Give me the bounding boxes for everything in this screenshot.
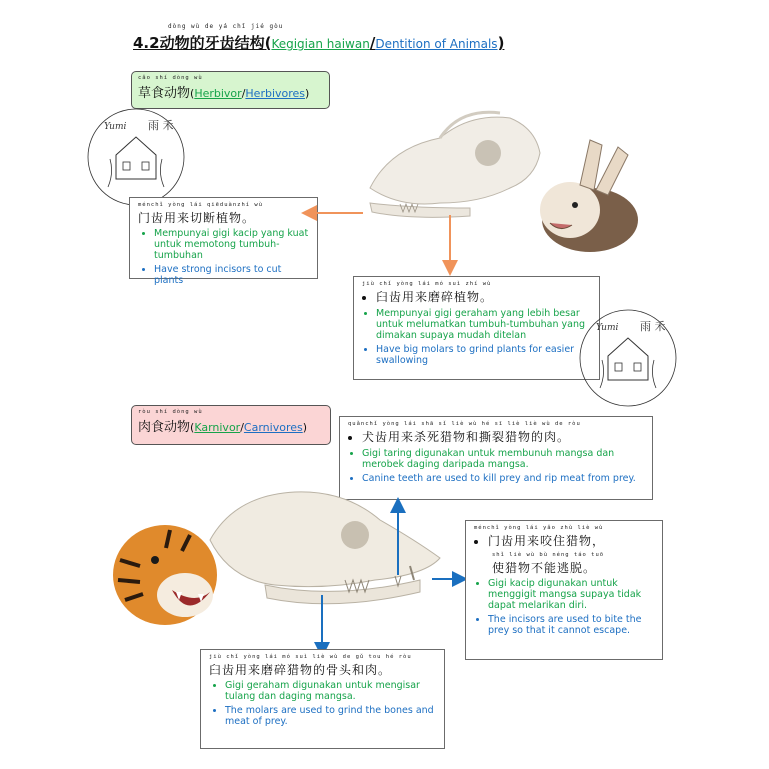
carnivore-molar-malay: • Gigi geraham digunakan untuk mengisar tulang dan daging mangsa. bbox=[225, 680, 438, 702]
svg-text:Yumi: Yumi bbox=[596, 323, 619, 333]
carnivore-molar-english: • The molars are used to grind the bones and meat of prey. bbox=[225, 705, 438, 727]
title-english: Dentition of Animals bbox=[375, 37, 498, 51]
carnivore-close-paren: ) bbox=[302, 421, 308, 434]
herbivore-molar-chinese: • 臼齿用来磨碎植物。 bbox=[376, 290, 593, 305]
title-chinese: 4.2动物的牙齿结构 bbox=[133, 34, 265, 52]
herbivore-molar-english: • Have big molars to grind plants for easier swallowing bbox=[376, 344, 593, 366]
carnivore-incisor-list-2 bbox=[474, 578, 656, 636]
herbivore-incisor-box bbox=[129, 197, 318, 286]
carnivore-incisor-chinese-1: • 门齿用来咬住猎物， bbox=[488, 534, 656, 549]
rabbit-image bbox=[530, 135, 640, 255]
title-malay: Kegigian haiwan bbox=[271, 37, 370, 51]
carnivore-tag bbox=[131, 405, 331, 445]
page-title bbox=[133, 32, 504, 53]
herbivore-tag bbox=[131, 71, 330, 109]
herbivore-arrows bbox=[295, 200, 465, 280]
title-slash: / bbox=[369, 34, 376, 52]
title-pinyin: dòng wù de yá chǐ jié gòu bbox=[168, 23, 284, 30]
carnivore-canine-malay: • Gigi taring digunakan untuk membunuh mangsa dan merobek daging daripada mangsa. bbox=[362, 448, 646, 470]
carnivore-molar-box bbox=[200, 649, 445, 749]
herbivore-slash: / bbox=[241, 87, 246, 100]
carnivore-pinyin: ròu shí dòng wù bbox=[138, 409, 203, 415]
herbivore-chinese: 草食动物 bbox=[138, 86, 191, 101]
herbivore-incisor-list bbox=[138, 228, 311, 286]
title-open-paren: ( bbox=[264, 34, 272, 52]
svg-text:雨 禾: 雨 禾 bbox=[640, 320, 666, 333]
herbivore-incisor-pinyin: ménchǐ yòng lái qiēduànzhí wù bbox=[138, 202, 264, 208]
carnivore-incisor-box bbox=[465, 520, 663, 660]
stamp-latin-text: Yumi bbox=[104, 122, 127, 132]
herbivore-incisor-chinese: 门齿用来切断植物。 bbox=[138, 211, 256, 225]
carnivore-canine-english: • Canine teeth are used to kill prey and rip meat from prey. bbox=[362, 473, 646, 484]
herbivore-malay: Herbivor bbox=[194, 87, 242, 100]
carnivore-chinese: 肉食动物 bbox=[138, 420, 191, 435]
herbivore-molar-malay: • Mempunyai gigi geraham yang lebih besar untuk melumatkan tumbuh-tumbuhan yang dimakan supaya mudah ditelan bbox=[376, 308, 593, 341]
carnivore-canine-chinese: • 犬齿用来杀死猎物和撕裂猎物的肉。 bbox=[362, 430, 646, 445]
herbivore-pinyin: cǎo shí dòng wù bbox=[138, 75, 203, 81]
carnivore-incisor-pinyin-1: ménchǐ yòng lái yǎo zhù liè wù bbox=[474, 525, 604, 531]
herbivore-incisor-english: • Have strong incisors to cut plants bbox=[154, 264, 311, 286]
carnivore-molar-pinyin: jiù chǐ yòng lái mó suì liè wù de gǔ tou hé ròu bbox=[209, 654, 412, 660]
herbivore-molar-pinyin: jiù chǐ yòng lái mó suì zhí wù bbox=[362, 281, 492, 287]
title-close-paren: ) bbox=[497, 34, 505, 52]
herbivore-open-paren: ( bbox=[190, 87, 195, 100]
herbivore-incisor-malay: • Mempunyai gigi kacip yang kuat untuk memotong tumbuh-tumbuhan bbox=[154, 228, 311, 261]
carnivore-canine-pinyin: quǎnchǐ yòng lái shā sǐ liè wù hé sī liè liè wù de ròu bbox=[348, 421, 581, 427]
carnivore-slash: / bbox=[240, 421, 244, 434]
herbivore-molar-list bbox=[362, 290, 593, 366]
herbivore-close-paren: ) bbox=[305, 87, 310, 100]
carnivore-canine-list bbox=[348, 430, 646, 484]
herbivore-molar-box bbox=[353, 276, 600, 380]
carnivore-incisor-list bbox=[474, 534, 656, 549]
herbivore-english: Herbivores bbox=[245, 87, 306, 100]
carnivore-english: Carnivores bbox=[243, 421, 303, 434]
carnivore-molar-chinese: 臼齿用来磨碎猎物的骨头和肉。 bbox=[209, 663, 392, 677]
carnivore-molar-list bbox=[209, 680, 438, 727]
watermark-stamp-top bbox=[86, 107, 186, 207]
carnivore-incisor-pinyin-2: shǐ liè wù bù néng táo tuō bbox=[492, 552, 605, 558]
carnivore-open-paren: ( bbox=[190, 421, 195, 434]
stamp-chinese-text: 雨 禾 bbox=[148, 119, 174, 132]
watermark-stamp-right bbox=[578, 308, 678, 408]
carnivore-incisor-english: • The incisors are used to bite the prey so that it cannot escape. bbox=[488, 614, 656, 636]
carnivore-incisor-malay: • Gigi kacip digunakan untuk menggigit mangsa supaya tidak dapat melarikan diri. bbox=[488, 578, 656, 611]
carnivore-arrows bbox=[310, 495, 470, 660]
carnivore-incisor-chinese-2: 使猎物不能逃脱。 bbox=[492, 561, 597, 575]
carnivore-malay: Karnivor bbox=[194, 421, 241, 434]
